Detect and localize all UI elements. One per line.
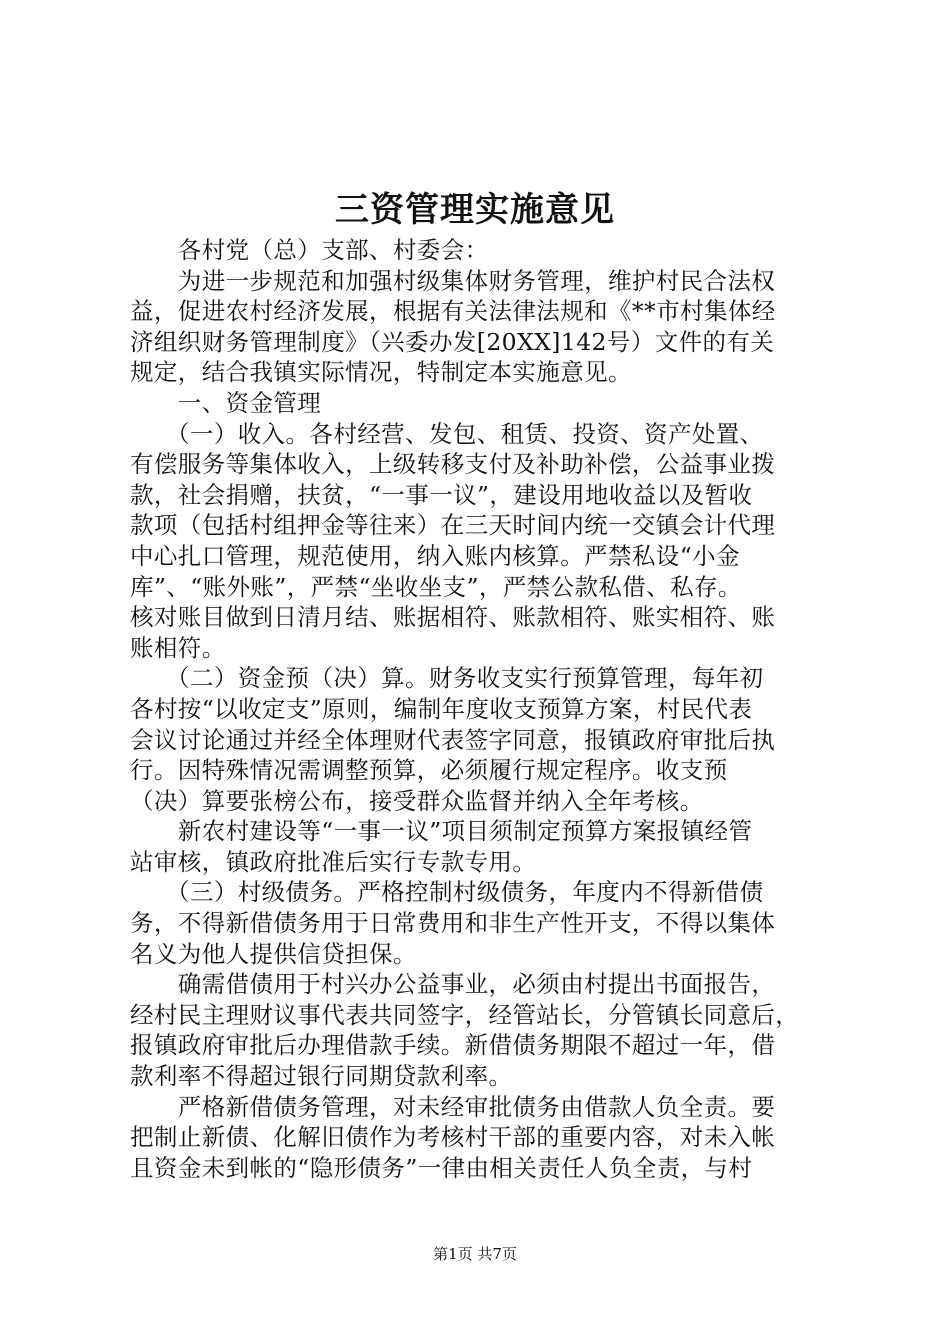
text-line: 库”、“账外账”，严禁“坐收坐支”，严禁公款私借、私存。 (130, 572, 742, 601)
text-line: 款项（包括村组押金等往来）在三天时间内统一交镇会计代理 (130, 511, 776, 540)
text-line: （三）村级债务。严格控制村级债务，年度内不得新借债 (130, 878, 764, 907)
text-line: （决）算要张榜公布，接受群众监督并纳入全年考核。 (130, 786, 704, 815)
text-line: 账相符。 (130, 633, 226, 662)
text-line: 益，促进农村经济发展，根据有关法律法规和《**市村集体经 (130, 297, 776, 326)
text-line: 核对账目做到日清月结、账据相符、账款相符、账实相符、账 (130, 603, 776, 632)
page-footer: 第1页 共7页 (433, 1245, 517, 1263)
text-line: 规定，结合我镇实际情况，特制定本实施意见。 (130, 358, 632, 387)
text-line: 务，不得新借债务用于日常费用和非生产性开支，不得以集体 (130, 909, 776, 938)
text-line: 报镇政府审批后办理借款手续。新借债务期限不超过一年，借 (130, 1031, 776, 1060)
text-line: 把制止新债、化解旧债作为考核村干部的重要内容，对未入帐 (130, 1123, 776, 1152)
text-line: 一、资金管理 (130, 388, 322, 417)
text-line: 行。因特殊情况需调整预算，必须履行规定程序。收支预 (130, 756, 728, 785)
text-line: 各村党（总）支部、村委会： (130, 236, 489, 264)
text-line: （二）资金预（决）算。财务收支实行预算管理，每年初 (130, 664, 764, 693)
text-line: 济组织财务管理制度》（兴委办发[20XX]142号）文件的有关 (130, 327, 775, 356)
text-line: 站审核，镇政府批准后实行专款专用。 (130, 847, 537, 876)
document-title: 三资管理实施意见 (335, 190, 615, 230)
text-line: 为进一步规范和加强村级集体财务管理，维护村民合法权 (130, 266, 776, 295)
text-line: 款，社会捐赠，扶贫，“一事一议”，建设用地收益以及暂收 (130, 480, 753, 509)
text-line: 严格新借债务管理，对未经审批债务由借款人负全责。要 (130, 1092, 776, 1121)
text-line: 款利率不得超过银行同期贷款利率。 (130, 1062, 513, 1091)
text-line: 有偿服务等集体收入，上级转移支付及补助补偿，公益事业拨 (130, 450, 776, 479)
text-line: 各村按“以收定支”原则，编制年度收支预算方案，村民代表 (130, 694, 753, 723)
document-body (130, 235, 852, 1183)
text-line: 经村民主理财议事代表共同签字，经管站长，分管镇长同意后， (130, 1000, 800, 1029)
text-line: 中心扎口管理，规范使用，纳入账内核算。严禁私设“小金 (130, 541, 740, 570)
text-line: 且资金未到帐的“隐形债务”一律由相关责任人负全责，与村 (130, 1153, 753, 1182)
text-line: 会议讨论通过并经全体理财代表签字同意，报镇政府审批后执 (130, 725, 776, 754)
text-line: 确需借债用于村兴办公益事业，必须由村提出书面报告， (130, 970, 776, 999)
text-line: 名义为他人提供信贷担保。 (130, 939, 417, 968)
text-line: 新农村建设等“一事一议”项目须制定预算方案报镇经管 (130, 817, 753, 846)
text-line: （一）收入。各村经营、发包、租赁、投资、资产处置、 (130, 419, 764, 448)
